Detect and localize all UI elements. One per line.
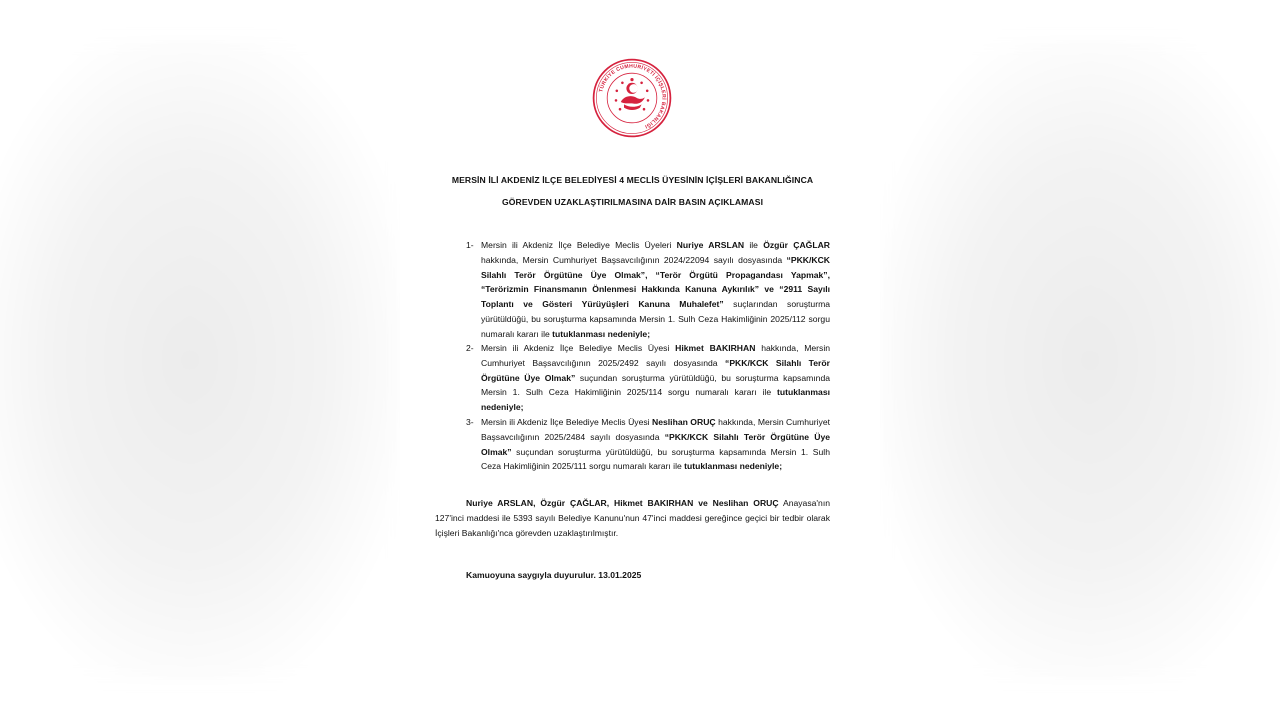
blurred-background-left <box>0 40 400 680</box>
charges: “PKK/KCK Silahlı Terör Örgütüne Üye Olmak” <box>481 357 830 383</box>
item-text: hakkında, Mersin Cumhuriyet Başsavcılığının 2025/2484 sayılı dosyasında <box>481 417 830 442</box>
item-body <box>481 415 830 474</box>
press-release-page <box>400 0 880 720</box>
charges: “PKK/KCK Silahlı Terör Örgütüne Üye Olmak” <box>481 431 830 457</box>
closing-names: Nuriye ARSLAN, Özgür ÇAĞLAR, Hikmet BAKIRHAN ve Neslihan ORUÇ <box>466 498 779 508</box>
charges: “PKK/KCK Silahlı Terör Örgütüne Üye Olmak”, “Terör Örgütü Propagandası Yapmak”, “Terörizmin Finansmanın Önlenmesi Hakkında Kanuna Aykırılık” ve “2911 Sayılı Toplantı ve Gösteri Yürüyüşleri Kanuna Muhalefet” <box>481 254 830 310</box>
list-item <box>466 238 830 342</box>
person-name: Hikmet BAKIRHAN <box>675 343 756 353</box>
list-item <box>466 415 830 474</box>
item-body <box>481 238 830 342</box>
item-text: hakkında, Mersin Cumhuriyet Başsavcılığının 2025/2492 sayılı dosyasında <box>481 343 831 368</box>
ministry-seal-icon <box>592 58 672 138</box>
item-number: 2- <box>466 343 474 353</box>
item-text: Mersin ili Akdeniz İlçe Belediye Meclis Üyesi <box>481 343 676 353</box>
closing-paragraph <box>435 496 830 540</box>
document-title-line-2: GÖREVDEN UZAKLAŞTIRILMASINA DAİR BASIN AÇIKLAMASI <box>501 197 764 207</box>
arrest-reason: tutuklanması nedeniyle; <box>552 328 651 339</box>
person-name: Neslihan ORUÇ <box>652 417 716 427</box>
person-name: Nuriye ARSLAN <box>676 240 745 250</box>
list-item <box>466 341 830 415</box>
closing-text: Anayasa'nın 127'inci maddesi ile 5393 sayılı Belediye Kanunu'nun 47'inci maddesi gereğince geçici bir tedbir olarak İçişleri Bakanlığı'nca görevden uzaklaştırılmıştır. <box>435 498 831 538</box>
item-body <box>481 341 830 415</box>
item-text: hakkında, Mersin Cumhuriyet Başsavcılığının 2024/22094 sayılı dosyasında <box>481 254 787 265</box>
item-text: Mersin ili Akdeniz İlçe Belediye Meclis Üyeleri <box>481 240 677 250</box>
arrest-reason: tutuklanması nedeniyle; <box>481 387 830 413</box>
item-text: suçundan soruşturma yürütüldüğü, bu soruşturma kapsamında Mersin 1. Sulh Ceza Hakimliğinin 2025/111 sorgu numaralı kararı ile <box>481 446 830 472</box>
item-number: 3- <box>466 417 474 427</box>
arrest-reason: tutuklanması nedeniyle; <box>684 461 783 472</box>
item-text: Mersin ili Akdeniz İlçe Belediye Meclis Üyesi <box>481 417 653 427</box>
document-title-line-1: MERSİN İLİ AKDENİZ İLÇE BELEDİYESİ 4 MECLİS ÜYESİNİN İÇİŞLERİ BAKANLIĞINCA <box>451 175 814 185</box>
person-name: Özgür ÇAĞLAR <box>763 240 830 250</box>
item-text: ile <box>744 240 764 250</box>
item-text: suçundan soruşturma yürütüldüğü, bu soruşturma kapsamında Mersin 1. Sulh Ceza Hakimliğinin 2025/114 sorgu numaralı kararı ile <box>481 372 831 398</box>
item-text: suçlarından soruşturma yürütüldüğü, bu soruşturma kapsamında Mersin 1. Sulh Ceza Hakimliğinin 2025/112 sorgu numaralı kararı ile <box>481 299 831 339</box>
signoff-line: Kamuoyuna saygıyla duyurulur. 13.01.2025 <box>466 570 642 580</box>
item-number: 1- <box>466 240 474 250</box>
blurred-background-right <box>880 40 1280 680</box>
seal-ring-text: TÜRKİYE CUMHURİYETİ İÇİŞLERİ BAKANLIĞI <box>598 63 667 130</box>
